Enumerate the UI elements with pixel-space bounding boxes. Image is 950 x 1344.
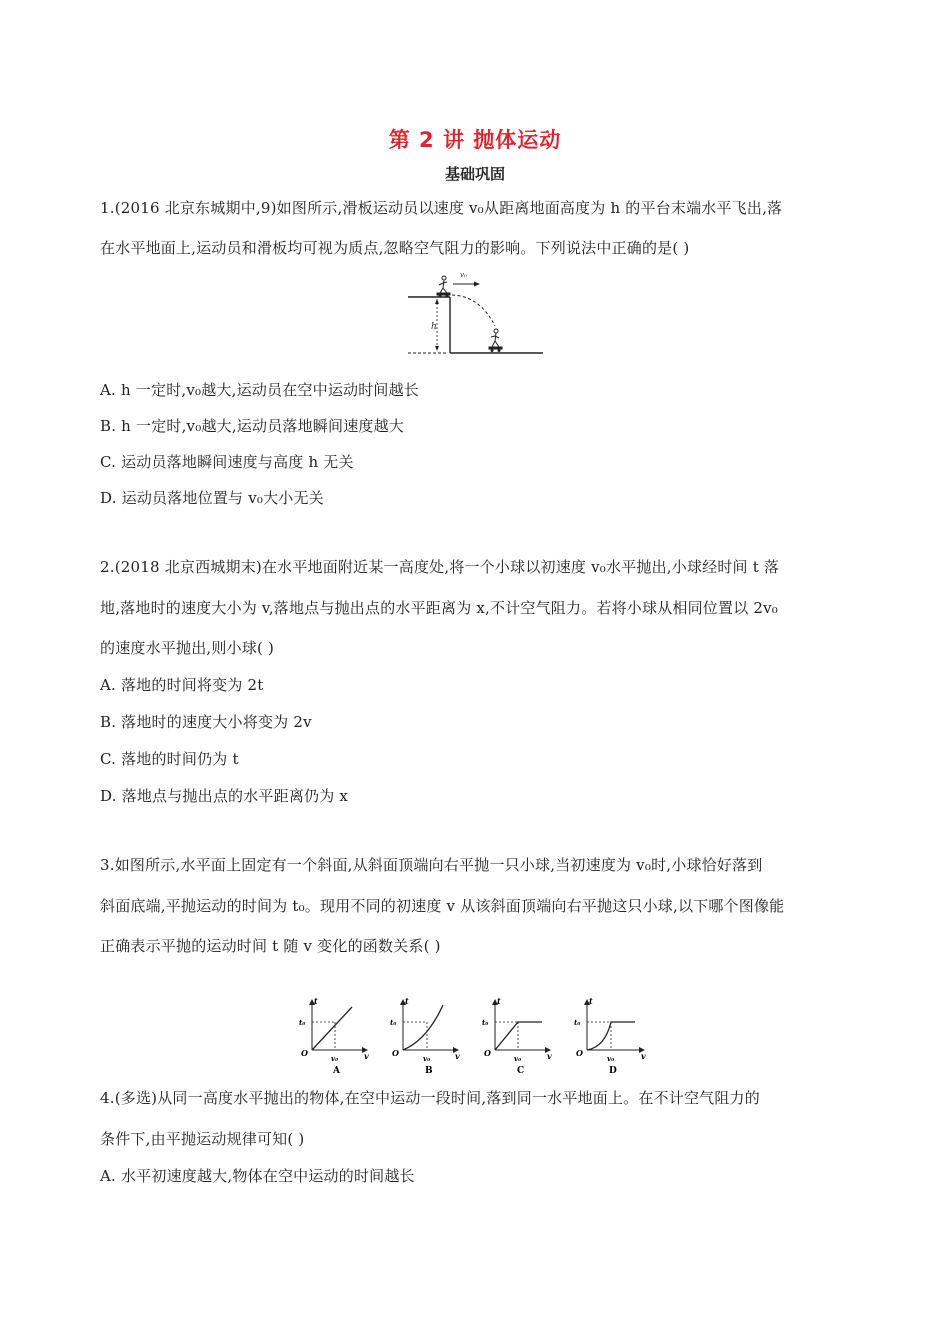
svg-text:O: O: [484, 1048, 491, 1058]
svg-text:v₀: v₀: [514, 1054, 522, 1063]
question-4-option-a: A. 水平初速度越大,物体在空中运动的时间越长: [100, 1167, 415, 1185]
question-3-stem-line-2: 斜面底端,平抛运动的时间为 t₀。现用不同的初速度 v 从该斜面顶端向右平抛这只小球,以下哪个图像能: [100, 897, 785, 915]
question-2-option-b: B. 落地时的速度大小将变为 2v: [100, 713, 312, 731]
svg-text:O: O: [392, 1048, 399, 1058]
question-2-option-a: A. 落地的时间将变为 2t: [100, 676, 264, 694]
question-1-option-d: D. 运动员落地位置与 v₀大小无关: [100, 489, 324, 507]
question-3-stem-line-3: 正确表示平抛的运动时间 t 随 v 变化的函数关系( ): [100, 937, 441, 955]
question-2-option-d: D. 落地点与抛出点的水平距离仍为 x: [100, 787, 349, 805]
question-4-stem-line-2: 条件下,由平抛运动规律可知( ): [100, 1130, 305, 1148]
svg-text:v: v: [641, 1051, 646, 1061]
svg-text:v: v: [364, 1051, 369, 1061]
question-1-stem-line-2: 在水平地面上,运动员和滑板均可视为质点,忽略空气阻力的影响。下列说法中正确的是( ): [100, 239, 690, 257]
question-4-stem-line-1: 4.(多选)从同一高度水平抛出的物体,在空中运动一段时间,落到同一水平地面上。在不计空气阻力的: [100, 1089, 760, 1107]
svg-text:v₀: v₀: [423, 1054, 431, 1063]
section-heading: 基础巩固: [444, 165, 505, 183]
svg-text:O: O: [576, 1048, 583, 1058]
svg-text:t₀: t₀: [482, 1018, 489, 1027]
velocity-label: v₀: [460, 271, 467, 279]
svg-text:t: t: [497, 996, 501, 1006]
svg-text:v: v: [547, 1051, 552, 1061]
graph-b-label: B: [425, 1066, 433, 1075]
question-2-stem-line-3: 的速度水平抛出,则小球( ): [100, 639, 275, 657]
graph-c: [482, 996, 552, 1075]
question-3-stem-line-1: 3.如图所示,水平面上固定有一个斜面,从斜面顶端向右平抛一只小球,当初速度为 v₀时,小球恰好落到: [100, 856, 763, 874]
height-label: h: [431, 322, 437, 332]
skater-top-icon: [437, 276, 450, 297]
page-title: 第 2 讲 抛体运动: [388, 128, 562, 152]
skateboarder-figure: [400, 268, 550, 360]
question-2-stem-line-1: 2.(2018 北京西城期末)在水平地面附近某一高度处,将一个小球以初速度 v₀水平抛出,小球经时间 t 落: [100, 558, 780, 576]
svg-text:t₀: t₀: [574, 1018, 581, 1027]
svg-text:O: O: [301, 1048, 308, 1058]
question-1-option-a: A. h 一定时,v₀越大,运动员在空中运动时间越长: [100, 381, 420, 399]
graph-a-label: A: [333, 1066, 340, 1075]
graph-b: [390, 996, 460, 1075]
svg-text:t: t: [589, 996, 593, 1006]
graph-c-label: C: [517, 1066, 525, 1075]
svg-text:v₀: v₀: [331, 1054, 339, 1063]
question-1-option-c: C. 运动员落地瞬间速度与高度 h 无关: [100, 453, 354, 471]
question-2-stem-line-2: 地,落地时的速度大小为 v,落地点与抛出点的水平距离为 x,不计空气阻力。若将小球从相同位置以 2v₀: [100, 599, 778, 617]
question-1-stem-line-1: 1.(2016 北京东城期中,9)如图所示,滑板运动员以速度 v₀从距离地面高度为 h 的平台末端水平飞出,落: [100, 199, 783, 217]
graph-a: [299, 996, 369, 1075]
answer-graphs: [295, 995, 665, 1075]
svg-text:v: v: [455, 1051, 460, 1061]
question-2-option-c: C. 落地的时间仍为 t: [100, 750, 239, 768]
svg-text:t₀: t₀: [390, 1018, 397, 1027]
skater-landing-icon: [489, 329, 502, 352]
question-1-option-b: B. h 一定时,v₀越大,运动员落地瞬间速度越大: [100, 417, 405, 435]
svg-text:t: t: [405, 996, 409, 1006]
graph-d-label: D: [609, 1066, 617, 1075]
svg-text:t: t: [314, 996, 318, 1006]
graph-d: [574, 996, 646, 1075]
svg-text:t₀: t₀: [299, 1018, 306, 1027]
svg-text:v₀: v₀: [607, 1054, 615, 1063]
